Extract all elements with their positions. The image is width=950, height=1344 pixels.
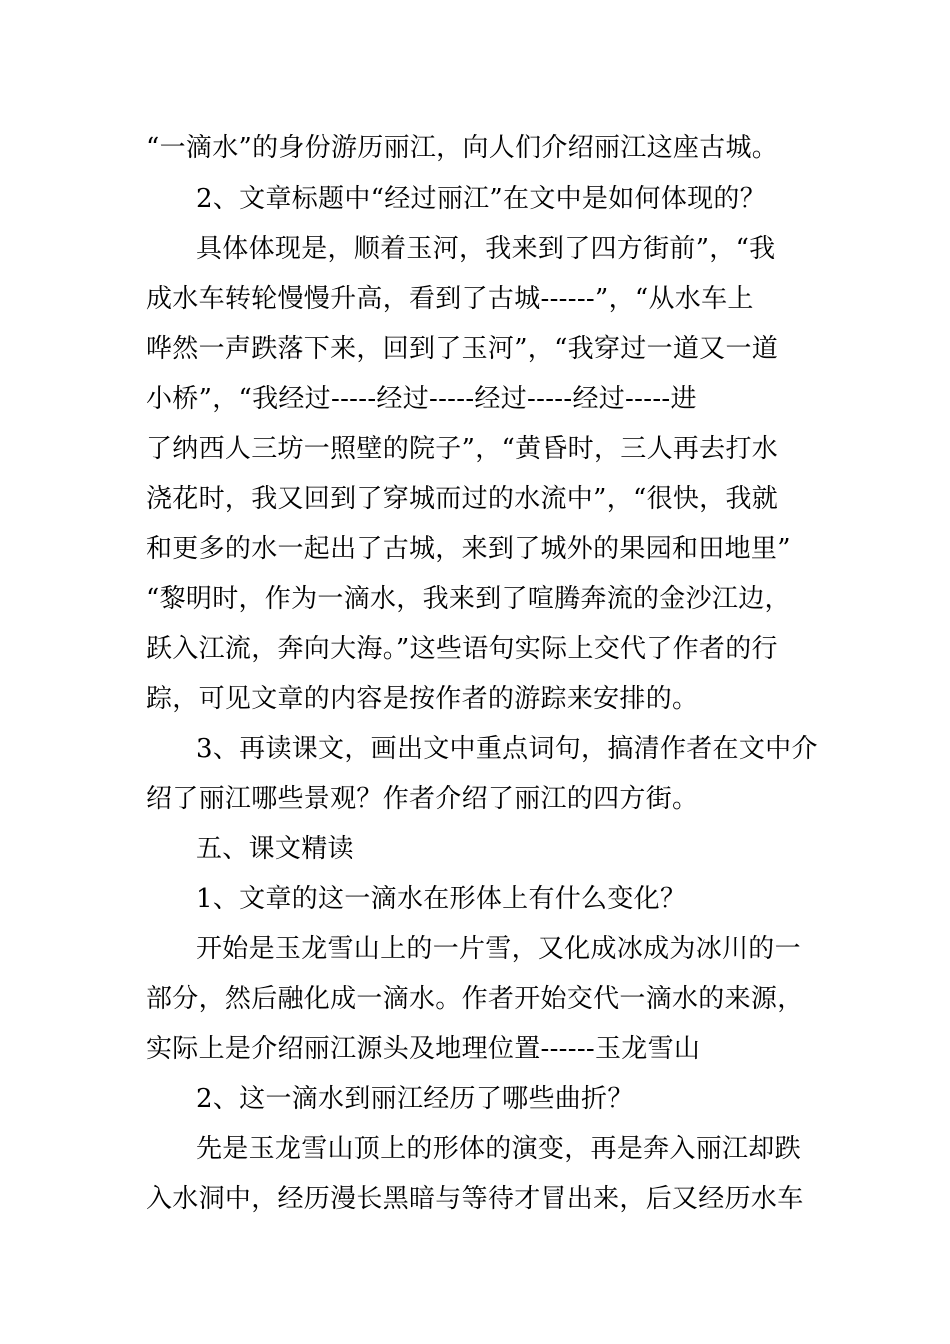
text-line: 先是玉龙雪山顶上的形体的演变，再是奔入丽江却跌 xyxy=(196,1134,801,1164)
question-heading: 3、再读课文，画出文中重点词句，搞清作者在文中介 xyxy=(196,734,818,764)
text-line: 实际上是介绍丽江源头及地理位置------玉龙雪山 xyxy=(146,1034,701,1064)
question-heading: 2、文章标题中“经过丽江”在文中是如何体现的？ xyxy=(196,184,767,214)
text-line: 踪，可见文章的内容是按作者的游踪来安排的。 xyxy=(146,684,699,714)
question-heading: 2、这一滴水到丽江经历了哪些曲折？ xyxy=(196,1084,634,1114)
text-line: 部分，然后融化成一滴水。作者开始交代一滴水的来源， xyxy=(146,984,804,1014)
text-line: 了纳西人三坊一照壁的院子”，“黄昏时，三人再去打水 xyxy=(146,434,779,464)
text-line: 小桥”，“我经过-----经过-----经过-----经过-----进 xyxy=(146,384,697,414)
section-heading: 五、课文精读 xyxy=(196,834,354,864)
text-line: 哗然一声跌落下来，回到了玉河”，“我穿过一道又一道 xyxy=(146,334,779,364)
text-line: “黎明时，作为一滴水，我来到了喧腾奔流的金沙江边， xyxy=(146,584,791,614)
text-line: 跃入江流，奔向大海。”这些语句实际上交代了作者的行 xyxy=(146,634,778,664)
text-line: 绍了丽江哪些景观？作者介绍了丽江的四方街。 xyxy=(146,784,699,814)
question-heading: 1、文章的这一滴水在形体上有什么变化？ xyxy=(196,884,687,914)
text-line: 入水洞中，经历漫长黑暗与等待才冒出来，后又经历水车 xyxy=(146,1184,804,1214)
text-line: “一滴水”的身份游历丽江，向人们介绍丽江这座古城。 xyxy=(146,133,779,163)
text-line: 浇花时，我又回到了穿城而过的水流中”，“很快，我就 xyxy=(146,484,779,514)
text-line: 成水车转轮慢慢升高，看到了古城------”，“从水车上 xyxy=(146,284,754,314)
text-line: 和更多的水一起出了古城，来到了城外的果园和田地里” xyxy=(146,534,791,564)
text-line: 具体体现是，顺着玉河，我来到了四方街前”，“我 xyxy=(196,234,776,264)
text-line: 开始是玉龙雪山上的一片雪，又化成冰成为冰川的一 xyxy=(196,934,801,964)
